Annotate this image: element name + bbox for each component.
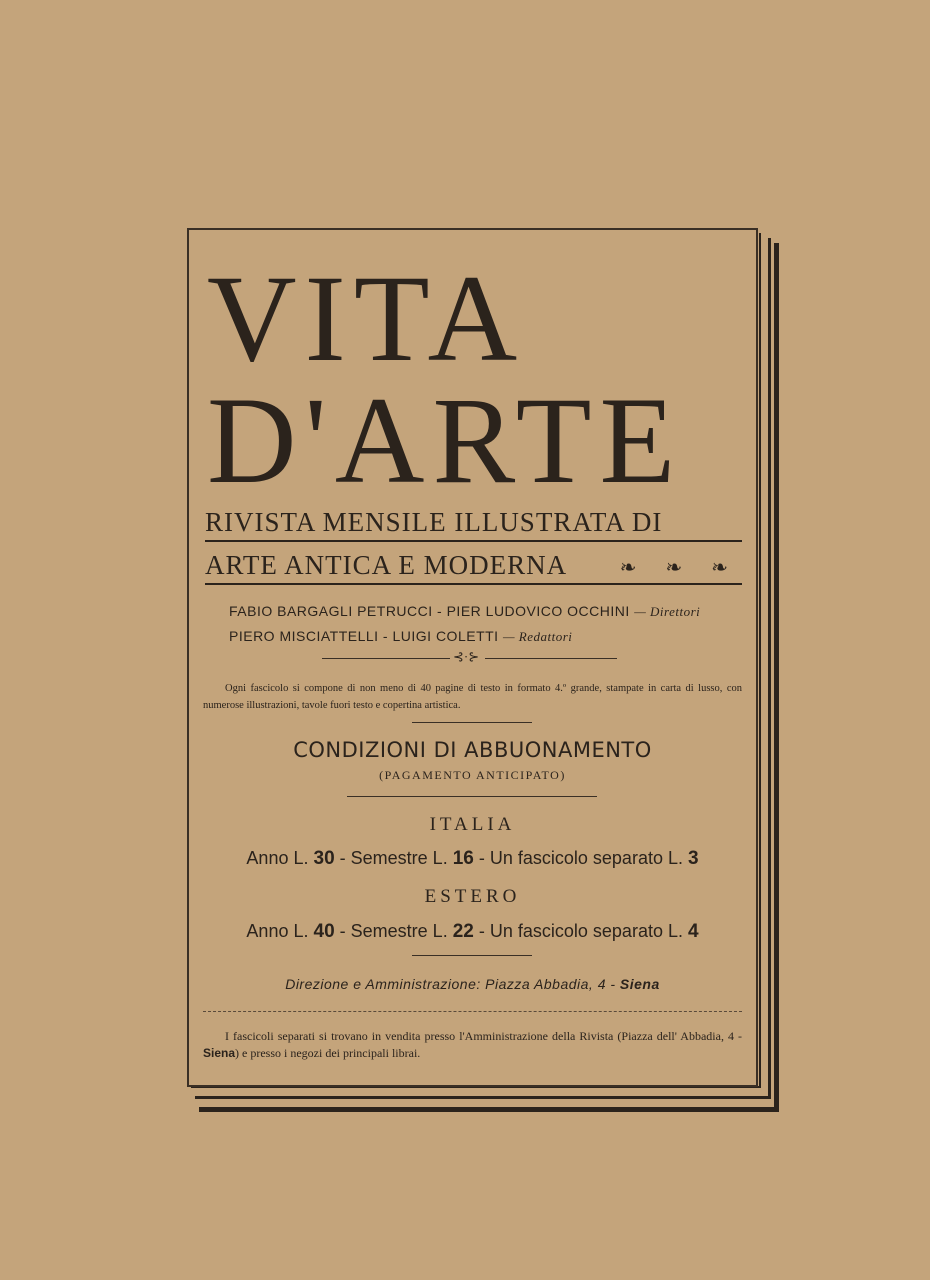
estero-prices	[189, 921, 756, 943]
subtitle-line1: RIVISTA MENSILE ILLUSTRATA DI	[205, 507, 663, 537]
conditions-heading: CONDIZIONI DI ABBUONAMENTO	[293, 738, 652, 762]
italia-label: ITALIA	[429, 814, 516, 835]
editors-line	[229, 628, 572, 645]
title-vita: VITA	[207, 250, 526, 387]
advertisement-page	[187, 228, 758, 1087]
italia-fascicolo-price: 3	[688, 848, 699, 869]
subtitle-line2: ARTE ANTICA E MODERNA	[205, 550, 568, 580]
subtitle-line2-row	[205, 550, 740, 583]
estero-anno-price: 40	[313, 921, 335, 942]
divider	[412, 955, 532, 956]
directors-names: FABIO BARGAGLI PETRUCCI - PIER LUDOVICO OCCHINI	[229, 603, 630, 619]
estero-fascicolo-label: - Un fascicolo separato L.	[478, 921, 683, 941]
divider	[347, 796, 597, 797]
footer-text: I fascicoli separati si trovano in vendita presso l'Amministrazione della Rivista (Piazza dell' Abbadia, 4 -	[225, 1029, 742, 1043]
rule	[205, 540, 742, 542]
editors-role: — Redattori	[502, 629, 573, 644]
estero-fascicolo-price: 4	[688, 921, 699, 942]
description: Ogni fascicolo si compone di non meno di 40 pagine di testo in formato 4.º grande, stampate in carta di lusso, con numerose illustrazioni, tavole fuori testo e copertina artistica.	[203, 683, 742, 711]
rule	[205, 583, 742, 585]
footer-city: Siena	[203, 1046, 236, 1060]
italia-prices	[189, 848, 756, 870]
divider	[322, 658, 450, 659]
footer-text-end: ) e presso i negozi dei principali librai.	[235, 1046, 421, 1060]
address	[189, 976, 756, 992]
estero-anno-label: Anno L.	[246, 921, 309, 941]
editors-names: PIERO MISCIATTELLI - LUIGI COLETTI	[229, 628, 499, 644]
italia-anno-price: 30	[313, 848, 335, 869]
title-darte: D'ARTE	[207, 372, 684, 509]
italia-semestre-price: 16	[452, 848, 474, 869]
estero-semestre-price: 22	[452, 921, 474, 942]
conditions-note: (PAGAMENTO ANTICIPATO)	[379, 768, 566, 782]
estero-semestre-label: - Semestre L.	[339, 921, 448, 941]
footer-note	[203, 1028, 742, 1062]
directors-role: — Direttori	[634, 604, 701, 619]
divider	[412, 722, 532, 723]
estero-label: ESTERO	[424, 886, 521, 907]
italia-fascicolo-label: - Un fascicolo separato L.	[478, 848, 683, 868]
italia-semestre-label: - Semestre L.	[339, 848, 448, 868]
wavy-divider	[203, 1011, 742, 1012]
leaf-ornament-icon: ❧ ❧ ❧	[619, 557, 740, 579]
divider-ornament-icon: ⊰·⊱	[453, 649, 480, 664]
italia-anno-label: Anno L.	[246, 848, 309, 868]
directors-line	[229, 603, 700, 620]
divider	[485, 658, 617, 659]
address-city: Siena	[619, 976, 660, 992]
address-prefix: Direzione e Amministrazione: Piazza Abbadia, 4 -	[285, 976, 616, 992]
